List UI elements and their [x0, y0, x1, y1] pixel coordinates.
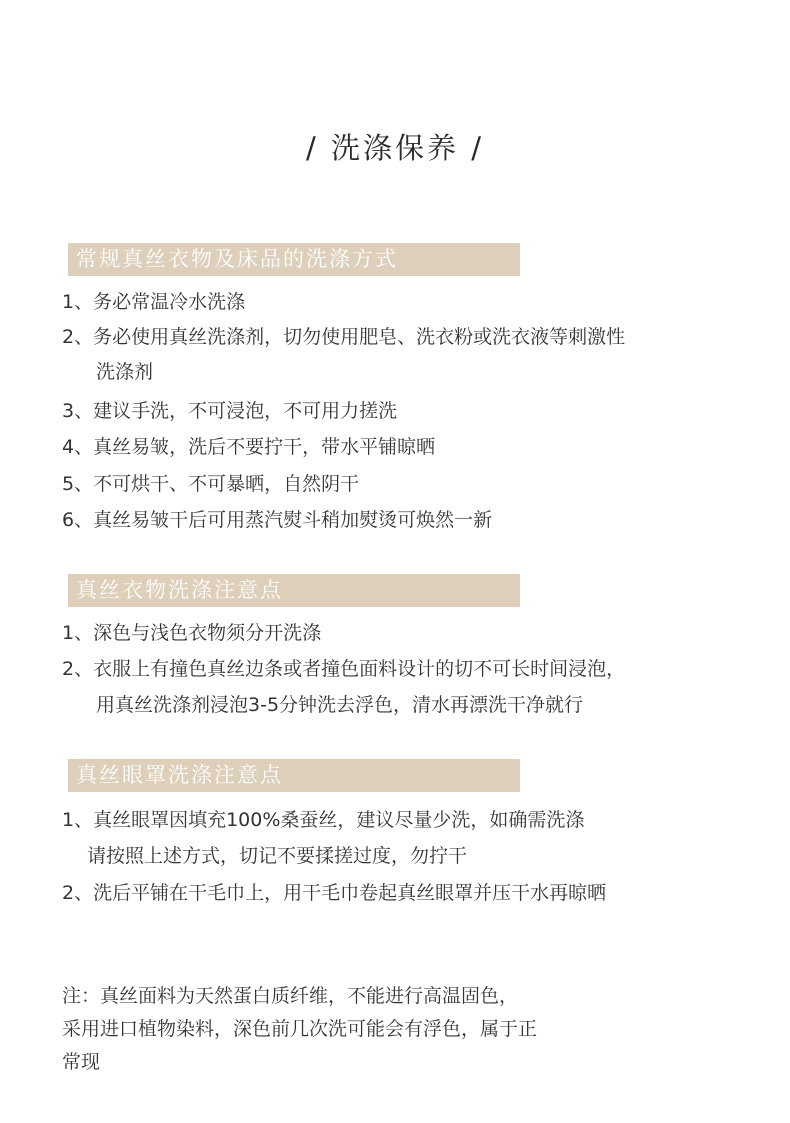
item-text: 务必使用真丝洗涤剂，切勿使用肥皂、洗衣粉或洗衣液等刺激性 [93, 326, 626, 348]
section-heading-band [68, 759, 520, 792]
item-number: 2、 [62, 326, 94, 348]
note-line: 常现 [62, 1051, 101, 1073]
item-number: 5、 [62, 473, 94, 495]
list-item [62, 289, 245, 315]
item-text: 建议手洗，不可浸泡，不可用力搓洗 [93, 400, 398, 422]
note-line: 采用进口植物染料，深色前几次洗可能会有浮色，属于正 [62, 1018, 538, 1040]
list-item [62, 807, 584, 833]
section-heading-band [68, 574, 520, 607]
list-item [62, 880, 606, 906]
item-text: 衣服上有撞色真丝边条或者撞色面料设计的切不可长时间浸泡， [93, 658, 626, 680]
item-text: 不可烘干、不可暴晒，自然阴干 [93, 473, 360, 495]
item-number: 3、 [62, 400, 94, 422]
section-heading: 真丝眼罩洗涤注意点 [76, 763, 283, 787]
item-number: 6、 [62, 509, 94, 531]
list-item [62, 324, 625, 350]
item-text: 真丝易皱，洗后不要拧干，带水平铺晾晒 [93, 436, 436, 458]
page-title: / 洗涤保养 / [306, 131, 484, 165]
list-item [62, 656, 625, 682]
item-text: 真丝易皱干后可用蒸汽熨斗稍加熨烫可焕然一新 [93, 509, 493, 531]
section-heading: 真丝衣物洗涤注意点 [76, 578, 283, 602]
item-number: 2、 [62, 658, 94, 680]
item-number: 2、 [62, 882, 94, 904]
list-item-continuation: 用真丝洗涤剂浸泡3-5分钟洗去浮色，清水再漂洗干净就行 [96, 694, 584, 716]
section-heading-band [68, 243, 520, 276]
section-heading: 常规真丝衣物及床品的洗涤方式 [76, 247, 398, 271]
list-item [62, 471, 359, 497]
item-number: 1、 [62, 622, 94, 644]
list-item-continuation: 请按照上述方式，切记不要揉搓过度，勿拧干 [87, 845, 468, 867]
item-number: 4、 [62, 436, 94, 458]
item-text: 深色与浅色衣物须分开洗涤 [93, 622, 322, 644]
note-line: 注：真丝面料为天然蛋白质纤维，不能进行高温固色， [62, 985, 519, 1007]
item-number: 1、 [62, 809, 94, 831]
item-number: 1、 [62, 291, 94, 313]
list-item [62, 620, 321, 646]
list-item [62, 507, 492, 533]
item-text: 洗后平铺在干毛巾上，用干毛巾卷起真丝眼罩并压干水再晾晒 [93, 882, 607, 904]
item-text: 真丝眼罩因填充100%桑蚕丝，建议尽量少洗，如确需洗涤 [93, 809, 585, 831]
item-text: 务必常温冷水洗涤 [93, 291, 246, 313]
list-item [62, 434, 435, 460]
list-item [62, 398, 397, 424]
list-item-continuation: 洗涤剂 [96, 361, 154, 383]
